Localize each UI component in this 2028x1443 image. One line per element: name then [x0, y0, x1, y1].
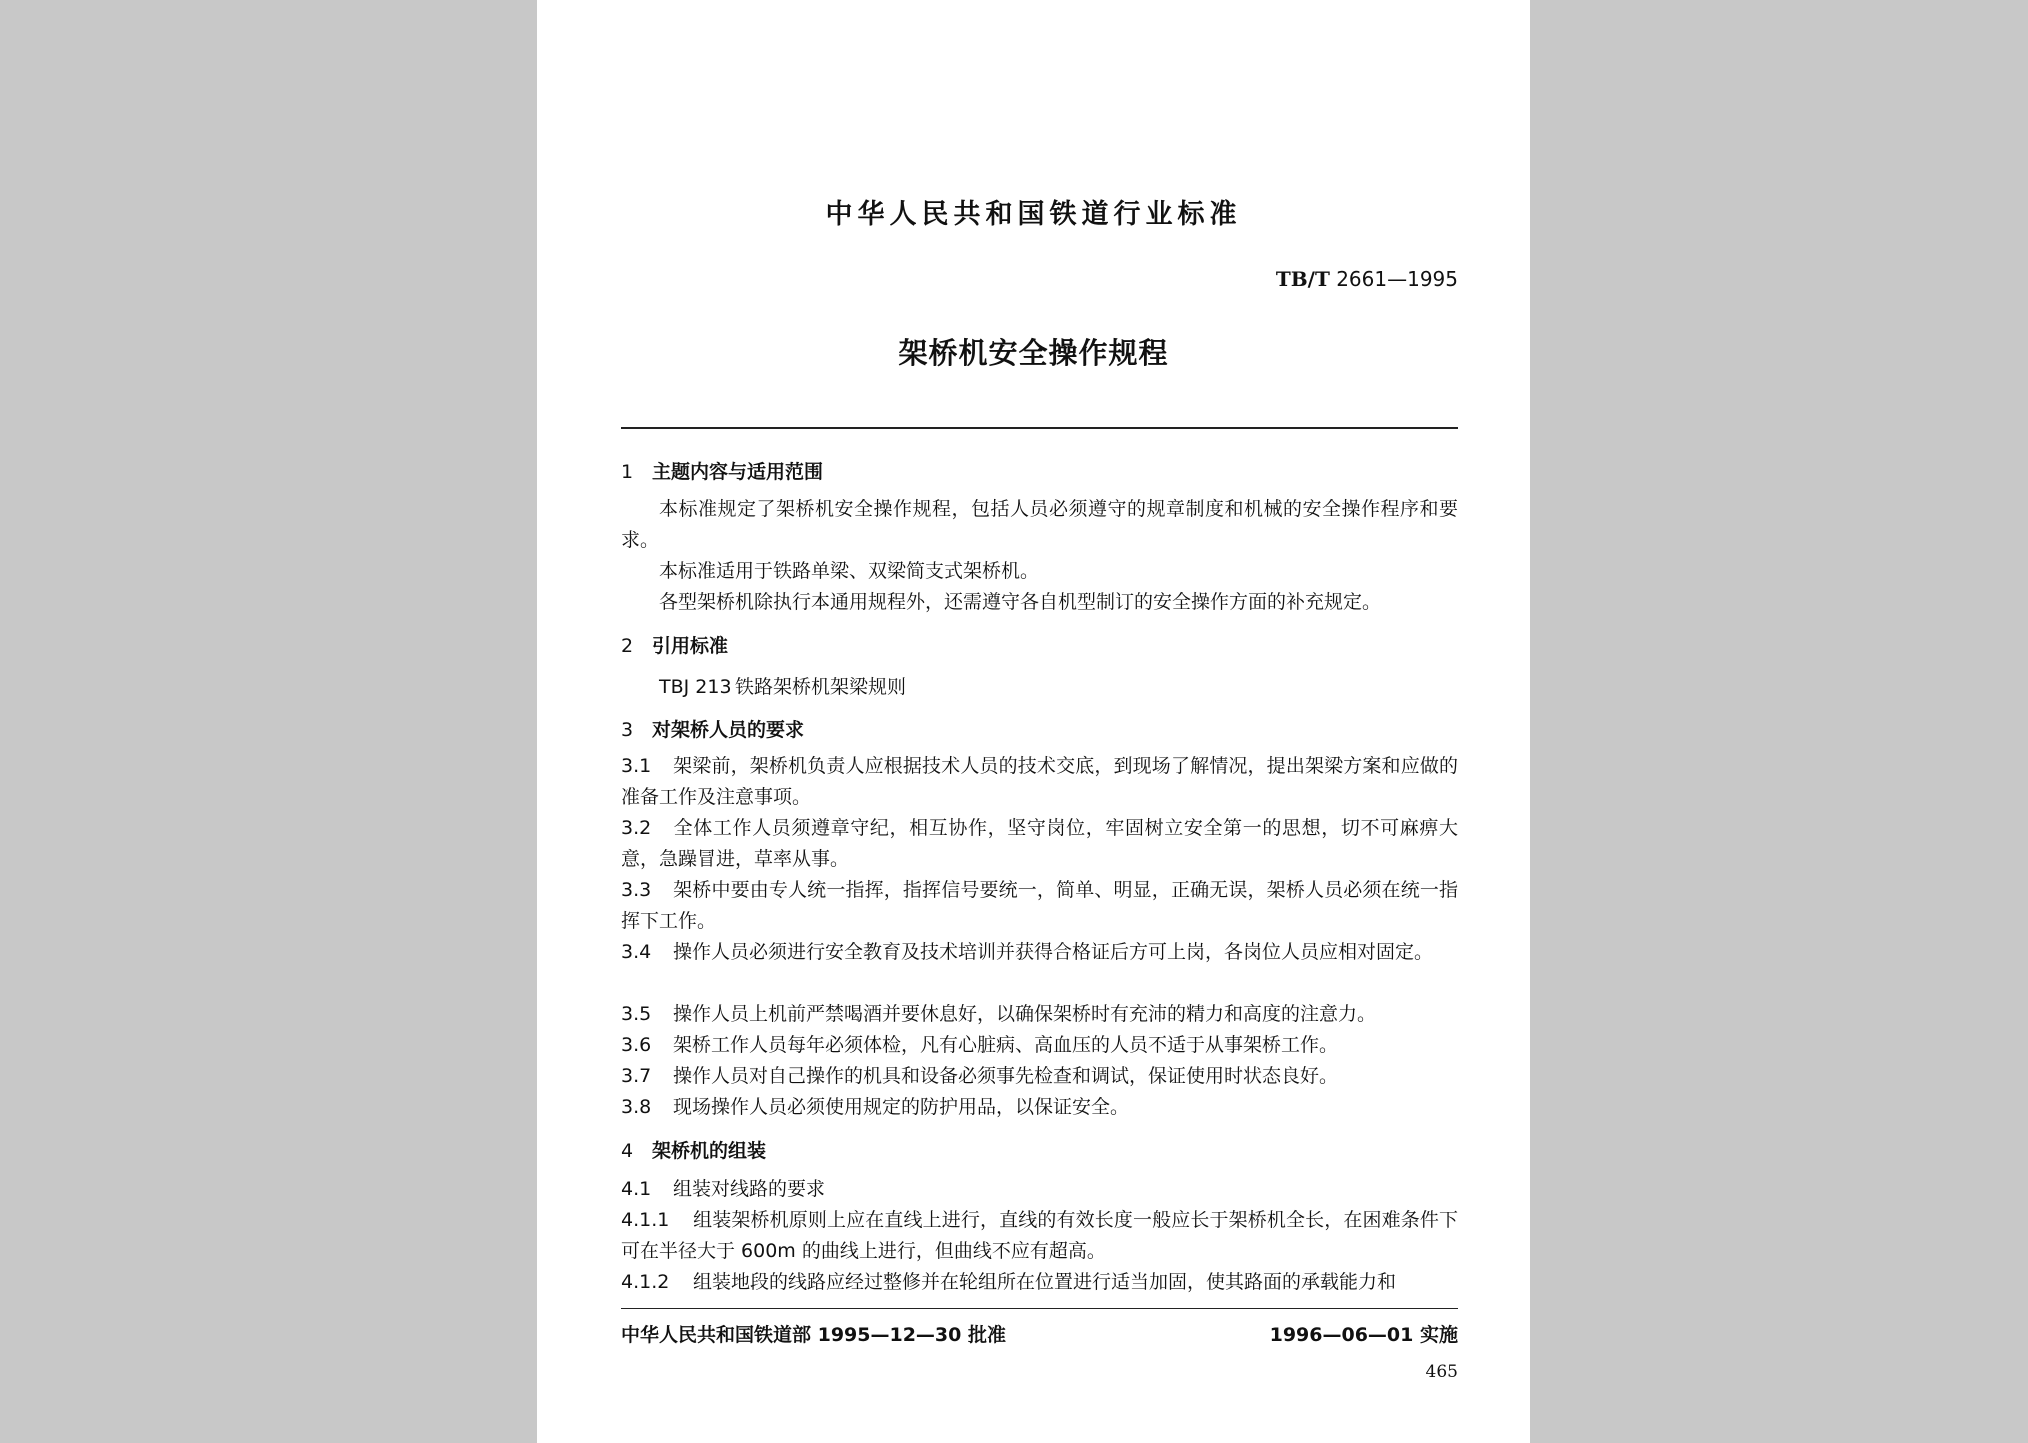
reference-code: TBJ 213 [659, 676, 732, 698]
clause-number: 3.5 [621, 1003, 652, 1025]
org-standard-heading: 中华人民共和国铁道行业标准 [825, 199, 1242, 230]
clause-4-1-1 [621, 1205, 1458, 1267]
clause-text: 全体工作人员须遵章守纪，相互协作，坚守岗位，牢固树立安全第一的思想，切不可麻痹大意，急躁冒进，草率从事。 [621, 817, 1458, 870]
section-3-heading [621, 715, 804, 742]
section-1-title: 主题内容与适用范围 [652, 461, 824, 483]
clause-text: 现场操作人员必须使用规定的防护用品，以保证安全。 [673, 1096, 1130, 1118]
clause-number: 3.2 [621, 817, 652, 839]
clause-text: 架桥中要由专人统一指挥，指挥信号要统一，简单、明显，正确无误，架桥人员必须在统一指挥下工作。 [621, 879, 1458, 932]
clause-number: 4.1.2 [621, 1271, 670, 1293]
clause-number: 3.8 [621, 1096, 652, 1118]
document-page [537, 0, 1530, 1443]
document-title: 架桥机安全操作规程 [898, 336, 1169, 370]
clause-number: 4.1 [621, 1178, 652, 1200]
clause-text: 组装架桥机原则上应在直线上进行，直线的有效长度一般应长于架桥机全长，在困难条件下可在半径大于 600m 的曲线上进行，但曲线不应有超高。 [621, 1209, 1458, 1262]
clause-text: 组装对线路的要求 [673, 1178, 826, 1200]
section-2-heading [621, 631, 728, 658]
section-2-number: 2 [621, 635, 634, 657]
clause-text: 操作人员必须进行安全教育及技术培训并获得合格证后方可上岗，各岗位人员应相对固定。 [673, 941, 1434, 963]
clause-3-2 [621, 813, 1458, 875]
section-3-title: 对架桥人员的要求 [652, 719, 805, 741]
standard-code-prefix: TB/T [1275, 267, 1330, 291]
clause-4-1-2 [621, 1267, 1458, 1298]
section-2-title: 引用标准 [652, 635, 729, 657]
clause-text: 组装地段的线路应经过整修并在轮组所在位置进行适当加固，使其路面的承载能力和 [693, 1271, 1397, 1293]
reference-title: 铁路架桥机架梁规则 [735, 676, 907, 698]
section-1-para-3: 各型架桥机除执行本通用规程外，还需遵守各自机型制订的安全操作方面的补充规定。 [659, 591, 1382, 613]
effective-date: 1996—06—01 实施 [1269, 1324, 1458, 1346]
clause-text: 架桥工作人员每年必须体检，凡有心脏病、高血压的人员不适于从事架桥工作。 [673, 1034, 1339, 1056]
section-1-number: 1 [621, 461, 634, 483]
header-divider [621, 427, 1458, 429]
clause-number: 4.1.1 [621, 1209, 670, 1231]
section-3-number: 3 [621, 719, 634, 741]
clause-text: 操作人员上机前严禁喝酒并要休息好，以确保架桥时有充沛的精力和高度的注意力。 [673, 1003, 1377, 1025]
clause-4-1 [621, 1174, 1458, 1205]
clause-number: 3.4 [621, 941, 652, 963]
approval-line: 中华人民共和国铁道部 1995—12—30 批准 [621, 1324, 1006, 1346]
clause-3-6 [621, 1030, 1458, 1061]
clause-number: 3.1 [621, 755, 652, 777]
clause-text: 架梁前，架桥机负责人应根据技术人员的技术交底，到现场了解情况，提出架梁方案和应做的准备工作及注意事项。 [621, 755, 1458, 808]
clause-text: 操作人员对自己操作的机具和设备必须事先检查和调试，保证使用时状态良好。 [673, 1065, 1339, 1087]
page-number: 465 [1425, 1362, 1458, 1382]
reference-entry [659, 672, 906, 699]
standard-code-number: 2661—1995 [1336, 267, 1458, 291]
section-4-title: 架桥机的组装 [652, 1140, 767, 1162]
clause-number: 3.6 [621, 1034, 652, 1056]
clause-3-8 [621, 1092, 1458, 1123]
clause-3-3 [621, 875, 1458, 937]
clause-3-4 [621, 937, 1458, 968]
clause-3-5 [621, 999, 1458, 1030]
clause-number: 3.3 [621, 879, 652, 901]
clause-3-7 [621, 1061, 1458, 1092]
footer-divider [621, 1308, 1458, 1309]
section-1-para-1: 本标准规定了架桥机安全操作规程，包括人员必须遵守的规章制度和机械的安全操作程序和要求。 [621, 498, 1458, 551]
section-4-number: 4 [621, 1140, 634, 1162]
clause-3-1 [621, 751, 1458, 813]
standard-code [1276, 267, 1458, 291]
section-1-heading [621, 457, 823, 484]
section-1-para-2: 本标准适用于铁路单梁、双梁简支式架桥机。 [659, 560, 1040, 582]
section-4-heading [621, 1136, 766, 1163]
clause-number: 3.7 [621, 1065, 652, 1087]
